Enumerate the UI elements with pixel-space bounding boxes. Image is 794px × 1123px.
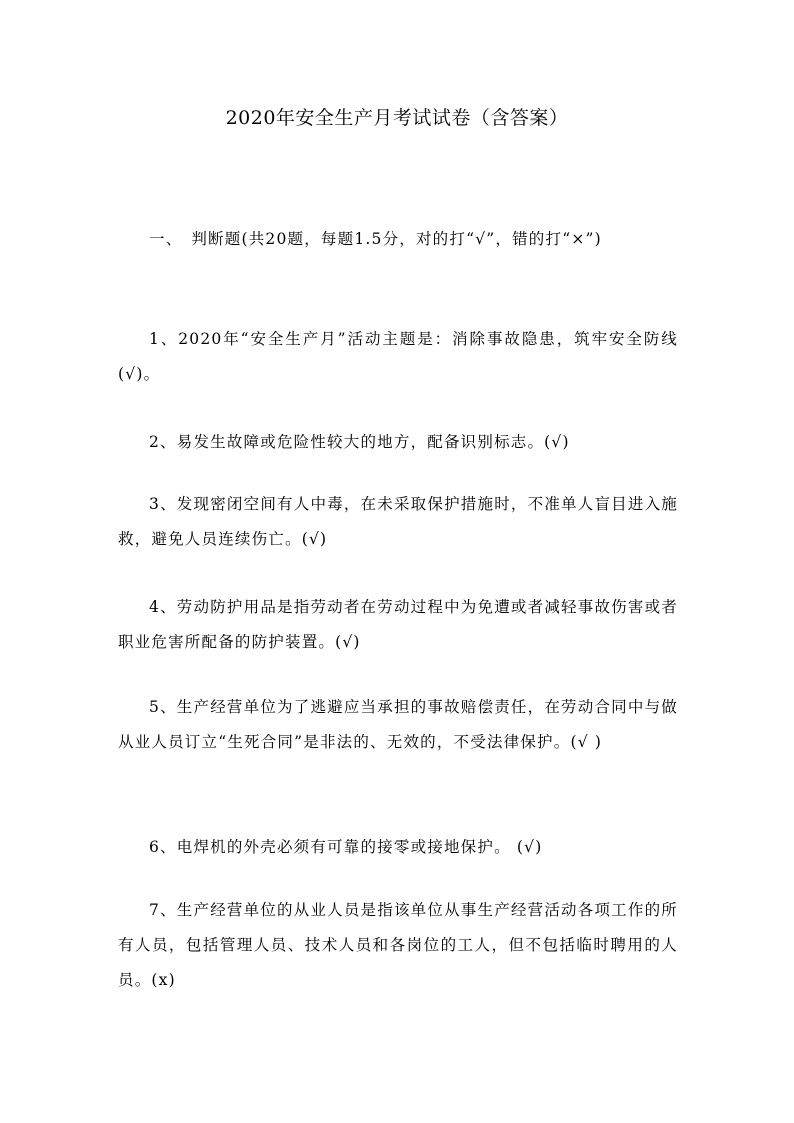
question-6: 6、电焊机的外壳必须有可靠的接零或接地保护。 (√) bbox=[149, 838, 543, 856]
page-title: 2020年安全生产月考试试卷（含答案） bbox=[225, 107, 569, 129]
question-4: 4、劳动防护用品是指劳动者在劳动过程中为免遭或者减轻事故伤害或者职业危害所配备的防护装置。(√) bbox=[118, 598, 678, 651]
question-1: 1、2020年“安全生产月”活动主题是：消除事故隐患，筑牢安全防线(√)。 bbox=[118, 330, 678, 383]
question-5: 5、生产经营单位为了逃避应当承担的事故赔偿责任，在劳动合同中与做从业人员订立“生死合同”是非法的、无效的，不受法律保护。(√ ) bbox=[118, 698, 678, 751]
question-7: 7、生产经营单位的从业人员是指该单位从事生产经营活动各项工作的所有人员，包括管理人员、技术人员和各岗位的工人，但不包括临时聘用的人员。(x) bbox=[118, 901, 678, 989]
question-3: 3、发现密闭空间有人中毒，在未采取保护措施时，不准单人盲目进入施救，避免人员连续伤亡。(√) bbox=[118, 495, 678, 548]
section-heading: 一、 判断题(共20题，每题1.5分，对的打“√”，错的打“×”) bbox=[149, 230, 602, 248]
question-2: 2、易发生故障或危险性较大的地方，配备识别标志。(√) bbox=[149, 433, 570, 451]
